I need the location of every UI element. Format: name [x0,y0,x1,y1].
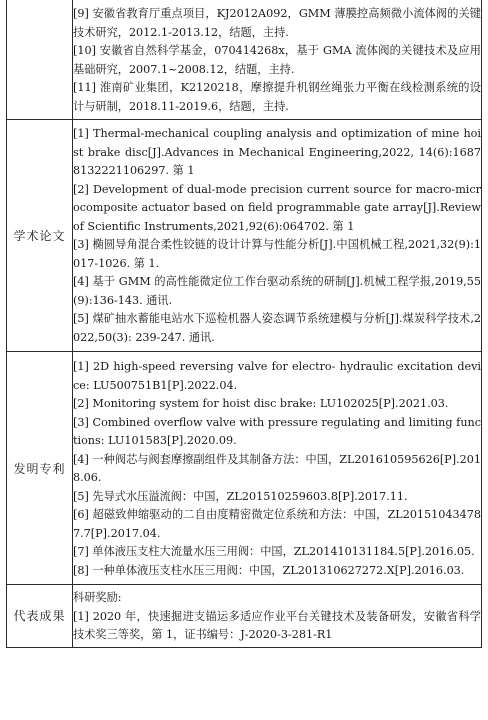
projects-row [7,0,482,120]
project-entry-11: [11] 淮南矿业集团，K2120218，摩擦提升机钢丝绳张力平衡在线检测系统的设计与研制，2018.11-2019.6，结题，主持. [73,81,481,113]
projects-cell [73,0,482,120]
papers-cell [73,120,482,352]
papers-row [7,120,482,352]
patent-entry-2: [2] Monitoring system for hoist disc brake: LU102025[P].2021.03. [73,397,449,410]
awards-heading: 科研奖励: [73,591,122,604]
patents-cell [73,352,482,585]
award-entry-1: [1] 2020 年，快速掘进支锚运多适应作业平台关键技术及装备研发，安徽省科学技术奖三等奖，第 1，证书编号：J-2020-3-281-R1 [73,609,481,641]
patent-entry-1: [1] 2D high-speed reversing valve for electro- hydraulic excitation device: LU500751B1[P].2022.04. [73,360,481,392]
achievements-table [6,0,482,648]
project-entry-10: [10] 安徽省自然科学基金，070414268x，基于 GMA 流体阀的关键技术及应用基础研究，2007.1~2008.12，结题，主持. [73,44,481,76]
paper-entry-2: [2] Development of dual-mode precision current source for macro-microcomposite actuator based on field programmable gate array[J].Review of Scientific Instruments,2021,92(6):064702. 第 1 [73,182,481,233]
paper-entry-1: [1] Thermal-mechanical coupling analysis and optimization of mine hoist brake disc[J].Advances in Mechanical Engineering,2022, 14(6):16878132221106297. 第 1 [73,127,481,177]
awards-cell [73,585,482,648]
awards-label: 代表成果 [7,585,73,648]
patent-entry-5: [5] 先导式水压溢流阀：中国，ZL201510259603.8[P].2017.11. [73,489,408,503]
paper-entry-4: [4] 基于 GMM 的高性能微定位工作台驱动系统的研制[J].机械工程学报,2019,55(9):136-143. 通讯. [73,275,481,307]
patent-entry-4: [4] 一种阀芯与阀套摩擦副组件及其制备方法：中国，ZL201610595626[P].2018.06. [73,452,481,484]
paper-entry-5: [5] 煤矿抽水蓄能电站水下巡检机器人姿态调节系统建模与分析[J].煤炭科学技术,2022,50(3): 239-247. 通讯. [73,312,481,344]
patent-entry-6: [6] 超磁致伸缩驱动的二自由度精密微定位系统和方法：中国，ZL201510434787.7[P].2017.04. [73,508,481,540]
patent-entry-7: [7] 单体液压支柱大流量水压三用阀：中国，ZL201410131184.5[P].2016.05. [73,545,475,558]
projects-label [7,0,73,120]
patents-row [7,352,482,585]
awards-row [7,585,482,648]
project-entry-9: [9] 安徽省教育厅重点项目，KJ2012A092，GMM 薄膜控高频微小流体阀的关键技术研究，2012.1-2013.12，结题，主持. [73,7,481,39]
patent-entry-8: [8] 一种单体液压支柱水压三用阀：中国，ZL201310627272.X[P].2016.03. [73,563,465,577]
patent-entry-3: [3] Combined overflow valve with pressure regulating and limiting functions: LU101583[P].2020.09. [73,415,481,447]
patents-label: 发明专利 [7,352,73,585]
paper-entry-3: [3] 椭圆导角混合柔性铰链的设计计算与性能分析[J].中国机械工程,2021,32(9):1017-1026. 第 1. [73,238,481,270]
papers-label: 学术论文 [7,120,73,352]
